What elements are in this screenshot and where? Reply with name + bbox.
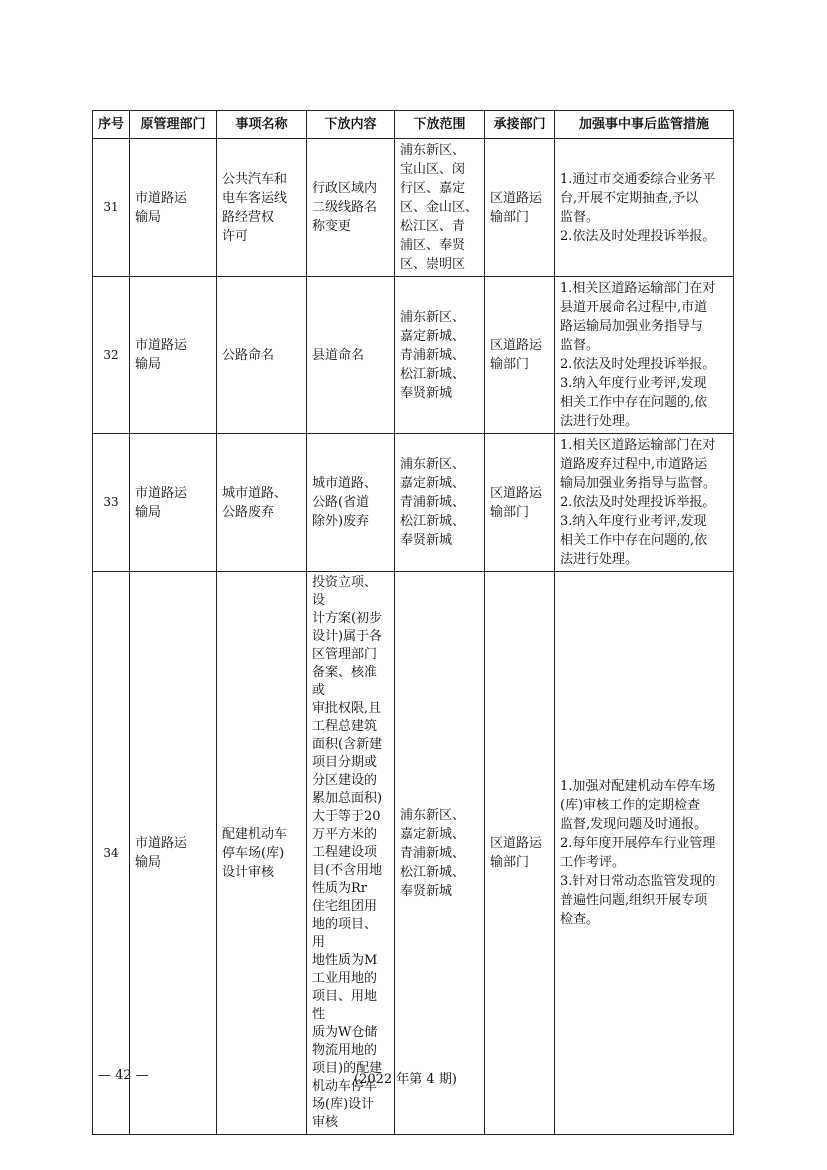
- table-row: [93, 434, 734, 572]
- header-serial: 序号: [93, 111, 130, 139]
- row-content: 行政区域内 二级线路名 称变更: [307, 139, 395, 277]
- header-item-name: 事项名称: [217, 111, 307, 139]
- table-row: [93, 572, 734, 1135]
- row-dept: 市道路运 输局: [130, 434, 217, 572]
- policy-table: [92, 110, 734, 1135]
- row-undertake: 区道路运 输部门: [485, 572, 555, 1135]
- row-serial: 31: [93, 139, 130, 277]
- header-supervision-measures: 加强事中事后监管措施: [555, 111, 734, 139]
- table-row: [93, 139, 734, 277]
- row-dept: 市道路运 输局: [130, 139, 217, 277]
- row-item: 公共汽车和 电车客运线 路经营权 许可: [217, 139, 307, 277]
- row-content: 城市道路、 公路(省道 除外)废弃: [307, 434, 395, 572]
- row-item: 公路命名: [217, 277, 307, 434]
- row-measures: 1.加强对配建机动车停车场 (库)审核工作的定期检查 监督,发现问题及时通报。 2.每年度开展停车行业管理 工作考评。 3.针对日常动态监管发现的 普遍性问题,组织开展专项 检查。: [555, 572, 734, 1135]
- row-measures: 1.通过市交通委综合业务平 台,开展不定期抽查,予以 监督。 2.依法及时处理投诉举报。: [555, 139, 734, 277]
- row-measures: 1.相关区道路运输部门在对 道路废弃过程中,市道路运 输局加强业务指导与监督。 2.依法及时处理投诉举报。 3.纳入年度行业考评,发现 相关工作中存在问题的,依 法进行处理。: [555, 434, 734, 572]
- row-scope: 浦东新区、 嘉定新城、 青浦新城、 松江新城、 奉贤新城: [395, 434, 485, 572]
- row-content: 投资立项、设 计方案(初步 设计)属于各 区管理部门 备案、核准或 审批权限,且 工程总建筑 面积(含新建 项目分期或 分区建设的 累加总面积) 大于等于20 万平方米的 工程建设项 目(不含用地 性质为Rr 住宅组团用 地的项目、用 地性质为M 工业用地的 项目、用地性 质为W仓储 物流用地的 项目)的配建 机动车停车 场(库)设计 审核: [307, 572, 395, 1135]
- row-serial: 33: [93, 434, 130, 572]
- row-dept: 市道路运 输局: [130, 572, 217, 1135]
- table-header-row: [93, 111, 734, 139]
- page-number: — 42 —: [98, 1068, 149, 1083]
- row-dept: 市道路运 输局: [130, 277, 217, 434]
- row-undertake: 区道路运 输部门: [485, 434, 555, 572]
- row-scope: 浦东新区、 嘉定新城、 青浦新城、 松江新城、 奉贤新城: [395, 277, 485, 434]
- row-undertake: 区道路运 输部门: [485, 277, 555, 434]
- row-scope: 浦东新区、 宝山区、闵 行区、嘉定 区、金山区、 松江区、青 浦区、奉贤 区、崇明区: [395, 139, 485, 277]
- row-item: 配建机动车 停车场(库) 设计审核: [217, 572, 307, 1135]
- table-row: [93, 277, 734, 434]
- row-content: 县道命名: [307, 277, 395, 434]
- row-serial: 32: [93, 277, 130, 434]
- header-delegated-scope: 下放范围: [395, 111, 485, 139]
- row-undertake: 区道路运 输部门: [485, 139, 555, 277]
- header-undertaking-dept: 承接部门: [485, 111, 555, 139]
- header-original-dept: 原管理部门: [130, 111, 217, 139]
- row-scope: 浦东新区、 嘉定新城、 青浦新城、 松江新城、 奉贤新城: [395, 572, 485, 1135]
- issue-label: (2022 年第 4 期): [354, 1072, 457, 1087]
- row-measures: 1.相关区道路运输部门在对 县道开展命名过程中,市道 路运输局加强业务指导与 监督。 2.依法及时处理投诉举报。 3.纳入年度行业考评,发现 相关工作中存在问题的,依 法进行处理。: [555, 277, 734, 434]
- row-item: 城市道路、 公路废弃: [217, 434, 307, 572]
- row-serial: 34: [93, 572, 130, 1135]
- header-delegated-content: 下放内容: [307, 111, 395, 139]
